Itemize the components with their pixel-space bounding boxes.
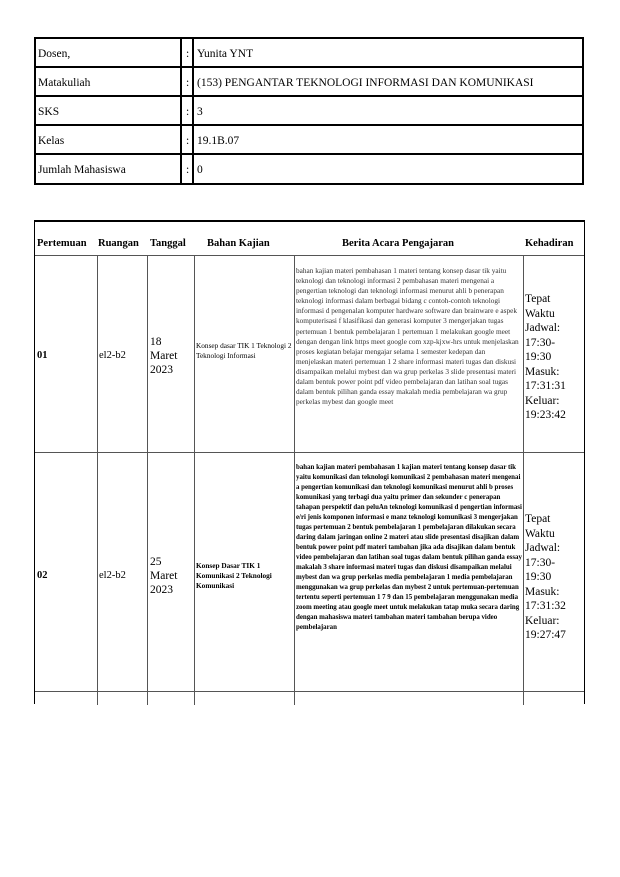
info-label: Jumlah Mahasiswa xyxy=(38,164,126,176)
info-label: Matakuliah xyxy=(38,77,91,89)
kehadiran-jadwal-end: 19:30 xyxy=(525,571,552,583)
info-value: 19.1B.07 xyxy=(197,135,240,147)
kehadiran-jadwal-label: Jadwal: xyxy=(525,542,561,554)
header-pertemuan: Pertemuan xyxy=(37,238,87,249)
header-ruangan: Ruangan xyxy=(98,238,139,249)
column-divider xyxy=(294,255,295,705)
header-row-divider xyxy=(35,255,584,256)
column-divider xyxy=(147,255,148,705)
tanggal-month: Maret xyxy=(150,570,178,582)
bahan-kajian-text: Konsep Dasar TIK 1 Komunikasi 2 Teknologi Komunikasi xyxy=(196,561,272,591)
column-divider xyxy=(97,255,98,705)
column-divider xyxy=(523,255,524,705)
berita-acara-text: bahan kajian materi pembahasan 1 kajian materi tentang konsep dasar tik yaitu komunikasi dan teknologi komunikasi 2 pembahasan materi mengenai a pengertian komunikasi dan teknologi komunikasi menurut ahli b proses komunikasi yang terbagi dua yaitu primer dan sekunder c penerapan tahapan perspektif dan peluAn teknologi komunikasi d pengertian informasi e/ri jenis komponen informasi e manz teknologi komunikasi 3 mengerjakan tugas pertemuan 2 bentuk pembelajaran 1 pembelajaran dilakukan secara daring dalam jaringan online 2 materi atau slide presentasi disajikan dalam bentuk power point pdf materi tambahan jika ada disajikan dalam bentuk video pembelajaran dan latihan soal tugas dalam bentuk pilihan ganda essay makalah 3 share informasi materi tugas dan diskusi disampaikan melalui mybest dan wa grup perkelas media pembelajaran 1 media pembelajaran menggunakan wa grup perkelas dan mybest 2 untuk pertemuan-pertemuan tertentu seperti pertemuan 1 7 9 dan 15 pembelajaran menggunakan media zoom meeting atau google meet untuk melakukan tatap muka secara daring dengan mahasiswa materi tambahan materi tambahan berupa video pembelajaran xyxy=(296,464,522,631)
kehadiran-keluar-time: 19:23:42 xyxy=(525,409,566,421)
kehadiran-value xyxy=(525,512,566,643)
kehadiran-masuk-time: 17:31:32 xyxy=(525,600,566,612)
info-row-dosen xyxy=(36,39,582,68)
row-divider xyxy=(35,452,584,453)
ruangan-value: el2-b2 xyxy=(99,570,126,581)
kehadiran-masuk-label: Masuk: xyxy=(525,585,560,598)
berita-acara-text: bahan kajian materi pembahasan 1 materi tentang konsep dasar tik yaitu teknologi dan teknologi informasi 2 pembahasan materi mengenai a pengertian teknologi dan teknologi informasi menurut ahli b penerapan teknologi informasi dalam berbagai bidang c contoh-contoh teknologi informasi d pengenalan komputer hardware software dan brainware e aspek komputerisasi f klasifikasi dan generasi komputer 3 mengerjakan tugas pertemuan 1 bentuk pembelajaran 1 pertemuan 1 melakukan google meet dengan dengan link https meet google com xzp-kjxw-hrs untuk menjelaskan proses kegiatan belajar mengajar selama 1 semester kedepan dan menjelaskan materi pertemuan 1 2 share informasi materi tugas dan diskusi disampaikan melalui mybest dan wa grup perkelas 3 slide presentasi materi dalam bentuk power point pdf video pembelajaran dan latihan soal tugas dalam bentuk pilihan ganda essay makalah media pembelajaran wa grup perkelas mybest dan google meet xyxy=(296,266,519,407)
kehadiran-jadwal-start: 17:30- xyxy=(525,556,556,569)
kehadiran-value xyxy=(525,292,566,423)
tanggal-value xyxy=(150,335,177,377)
header-bahan-kajian: Bahan Kajian xyxy=(207,238,270,249)
info-colon: : xyxy=(186,106,190,118)
info-row-jumlah-mahasiswa xyxy=(36,155,582,184)
header-berita-acara: Berita Acara Pengajaran xyxy=(342,238,454,249)
kehadiran-status: Waktu xyxy=(525,527,555,540)
info-row-matakuliah xyxy=(36,68,582,97)
info-value: Yunita YNT xyxy=(197,48,254,60)
info-label: Kelas xyxy=(38,135,65,147)
kehadiran-status: Tepat xyxy=(525,513,551,525)
info-colon: : xyxy=(186,48,190,60)
tanggal-month: Maret xyxy=(150,350,178,362)
tanggal-value xyxy=(150,555,177,597)
tanggal-year: 2023 xyxy=(150,364,173,376)
pertemuan-number: 01 xyxy=(37,350,48,361)
kehadiran-keluar-label: Keluar: xyxy=(525,394,560,407)
ruangan-value: el2-b2 xyxy=(99,350,126,361)
pertemuan-number: 02 xyxy=(37,570,48,581)
kehadiran-jadwal-end: 19:30 xyxy=(525,351,552,363)
kehadiran-jadwal-label: Jadwal: xyxy=(525,322,561,334)
tanggal-day: 25 xyxy=(150,556,162,568)
header-kehadiran: Kehadiran xyxy=(525,238,574,249)
info-value: (153) PENGANTAR TEKNOLOGI INFORMASI DAN KOMUNIKASI xyxy=(197,77,534,89)
info-value: 0 xyxy=(197,164,203,176)
info-label: SKS xyxy=(38,106,60,118)
kehadiran-keluar-label: Keluar: xyxy=(525,614,560,627)
row-divider xyxy=(35,691,584,692)
info-label: Dosen, xyxy=(38,48,71,60)
info-row-sks xyxy=(36,97,582,126)
kehadiran-masuk-time: 17:31:31 xyxy=(525,380,566,392)
info-colon: : xyxy=(186,135,190,147)
info-row-kelas xyxy=(36,126,582,155)
table-top-border xyxy=(34,220,585,222)
info-colon: : xyxy=(186,164,190,176)
info-value: 3 xyxy=(197,106,203,118)
info-table xyxy=(34,37,584,185)
bahan-kajian-text: Konsep dasar TIK 1 Teknologi 2 Teknologi Informasi xyxy=(196,341,292,361)
kehadiran-jadwal-start: 17:30- xyxy=(525,336,556,349)
header-tanggal: Tanggal xyxy=(150,238,186,249)
tanggal-year: 2023 xyxy=(150,584,173,596)
column-divider xyxy=(194,255,195,705)
tanggal-day: 18 xyxy=(150,336,162,348)
kehadiran-keluar-time: 19:27:47 xyxy=(525,629,566,641)
kehadiran-status: Tepat xyxy=(525,293,551,305)
kehadiran-masuk-label: Masuk: xyxy=(525,365,560,378)
info-colon: : xyxy=(186,77,190,89)
kehadiran-status: Waktu xyxy=(525,307,555,320)
attendance-table xyxy=(34,220,585,704)
